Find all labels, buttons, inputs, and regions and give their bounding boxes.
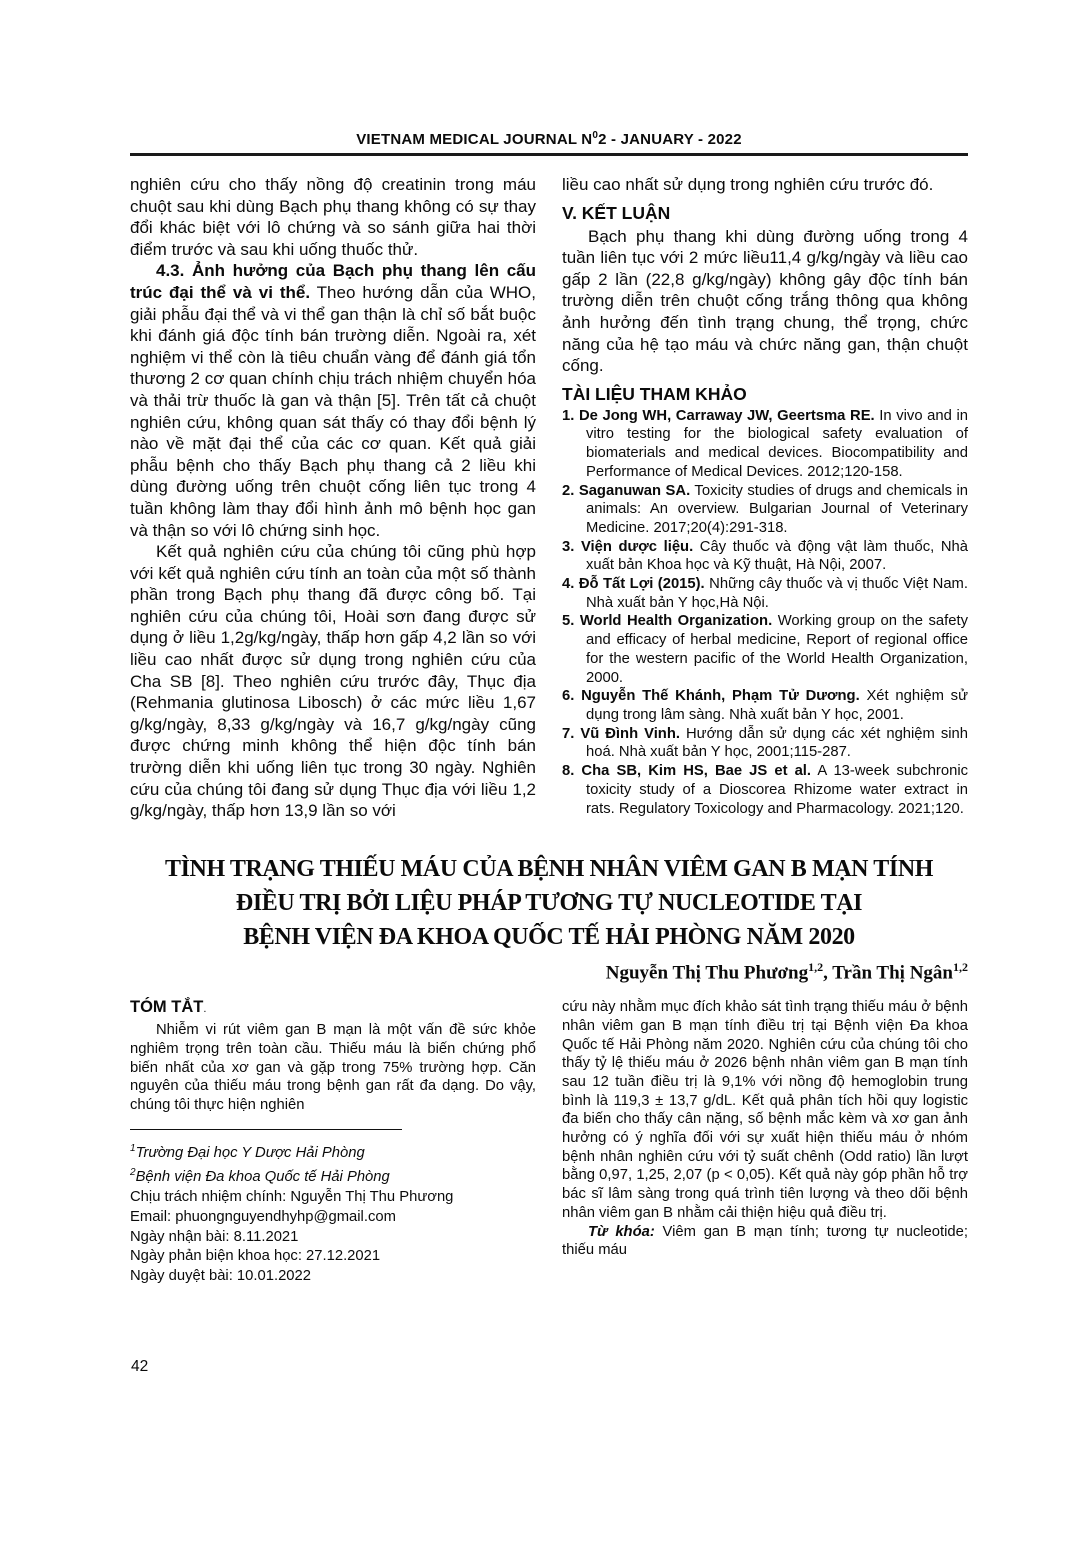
reference-text: Xét nghiệm sử dụng trong lâm sàng. Nhà xuất bản Y học, 2001. (586, 688, 968, 723)
reference-authors: Saganuwan SA. (578, 482, 691, 499)
reference-number: 5. (562, 613, 575, 630)
reference-item (562, 762, 968, 818)
reference-authors: Nguyễn Thế Khánh, Phạm Tử Dương. (581, 688, 860, 705)
affiliation-1-superscript: 1 (130, 1142, 136, 1154)
abstract-right-column (562, 998, 968, 1287)
article2-title (130, 852, 968, 954)
abstract-left-column (130, 998, 536, 1287)
journal-issue-superscript: 0 (592, 130, 599, 141)
article1-body (130, 174, 968, 822)
email-line: Email: phuongnguyendhyhp@gmail.com (130, 1208, 396, 1225)
reference-number: 7. (562, 725, 575, 742)
reference-item (562, 725, 968, 762)
page-number: 42 (131, 1358, 149, 1375)
authors-separator: , (823, 962, 833, 984)
reference-text: In vivo and in vitro testing for the biological safety evaluation of biomaterials and medical devices. Biocompatibility and Performance of Medical Devices. 2012;120-158. (586, 407, 968, 480)
article2-authors (130, 960, 968, 984)
keywords-label: Từ khóa: (588, 1223, 655, 1240)
reference-text: Cây thuốc và động vật làm thuốc, Nhà xuất bản Khoa học và Kỹ thuật, Hà Nội, 2007. (586, 538, 968, 574)
journal-title-text: VIETNAM MEDICAL JOURNAL N (356, 131, 593, 148)
article1-right-column (562, 174, 968, 822)
reference-item (562, 482, 968, 538)
accepted-date-line: Ngày duyệt bài: 10.01.2022 (130, 1268, 311, 1285)
section-4-3-heading: 4.3. Ảnh hưởng của Bạch phụ thang lên cấu trúc đại thể và vi thể. (130, 261, 536, 302)
footnote-block (130, 1129, 536, 1287)
reference-authors: Viện dược liệu. (580, 538, 694, 555)
article2-title-line1: TÌNH TRẠNG THIẾU MÁU CỦA BỆNH NHÂN VIÊM GAN B MẠN TÍNH (164, 855, 934, 882)
journal-issue-text: 2 - JANUARY - 2022 (598, 131, 742, 148)
keywords-line (562, 1223, 968, 1260)
keywords-text: Viêm gan B mạn tính; tương tự nucleotide; thiếu máu (562, 1223, 968, 1259)
abstract-text-left: Nhiễm vi rút viêm gan B mạn là một vấn đề sức khỏe nghiêm trọng trên toàn cầu. Thiếu máu là biến chứng phổ biến nhất của xơ gan và gặp trong 75% trường hợp. Căn nguyên của thiếu máu trong bệnh gan rất đa dạng. Do vậy, chúng tôi thực hiện nghiên (130, 1022, 536, 1113)
received-date-line: Ngày nhận bài: 8.11.2021 (130, 1228, 299, 1245)
author-affiliation-superscript: 1,2 (953, 959, 968, 974)
reference-text: Hướng dẫn sử dụng các xét nghiệm sinh hoá. Nhà xuất bản Y học, 2001;115-287. (586, 725, 968, 761)
reference-authors: Vũ Đình Vinh. (580, 725, 680, 742)
abstract-heading (130, 998, 536, 1017)
reference-text: Những cây thuốc và vị thuốc Việt Nam. Nhà xuất bản Y học,Hà Nội. (586, 576, 968, 611)
reference-number: 2. (562, 482, 575, 499)
reference-text: A 13-week subchronic toxicity study of a Dioscorea Rhizome water extract in rats. Regulatory Toxicology and Pharmacology. 2021;120. (586, 763, 968, 817)
reference-item (562, 575, 968, 612)
author-affiliation-superscript: 1,2 (808, 959, 824, 974)
author-name: Trần Thị Ngân (832, 962, 953, 984)
article2-title-line2: ĐIỀU TRỊ BỞI LIỆU PHÁP TƯƠNG TỰ NUCLEOTIDE TẠI (235, 889, 863, 916)
reference-number: 1. (562, 407, 575, 424)
article2-title-line3: BỆNH VIỆN ĐA KHOA QUỐC TẾ HẢI PHÒNG NĂM 2020 (243, 923, 855, 950)
paragraph-continuation: nghiên cứu cho thấy nồng độ creatinin trong máu chuột sau khi dùng Bạch phụ thang không có sự thay đổi khác biệt với lô chứng và so sánh giữa hai thời điểm trước và sau khi uống thuốc thử. (130, 175, 536, 259)
affiliation-1 (130, 1139, 536, 1164)
affiliation-2-superscript: 2 (130, 1167, 136, 1179)
reference-item (562, 407, 968, 482)
footnote-divider (130, 1129, 402, 1130)
references-heading: TÀI LIỆU THAM KHẢO (562, 383, 747, 404)
affiliation-2 (130, 1163, 536, 1188)
reference-authors: World Health Organization. (579, 613, 773, 630)
reference-item (562, 538, 968, 575)
reviewed-date-line: Ngày phản biện khoa học: 27.12.2021 (130, 1248, 381, 1265)
paragraph-continuation-right: liều cao nhất sử dụng trong nghiên cứu trước đó. (562, 175, 934, 194)
conclusion-heading: V. KẾT LUẬN (562, 202, 671, 223)
reference-number: 8. (562, 763, 575, 780)
paragraph-discussion: Kết quả nghiên cứu của chúng tôi cũng phù hợp với kết quả nghiên cứu tính an toàn của một số thành phần trong Bạch phụ thang đã được công bố. Tại nghiên cứu của chúng tôi, Hoài sơn đang được sử dụng ở liều 1,2g/kg/ngày, thấp hơn gấp 4,2 lần so với liều cao nhất được sử dụng trong nghiên cứu của Cha SB [8]. Theo nghiên cứu trước đây, Thục địa (Rehmania glutinosa Libosch) ở các mức liều 1,67 g/kg/ngày, 8,33 g/kg/ngày và 16,7 g/kg/ngày cũng được chứng minh không thể hiện độc tính bán trường diễn khi uống liên tục trong 30 ngày. Nghiên cứu của chúng tôi đang sử dụng Thục địa với liều 1,2 g/kg/ngày, thấp hơn 13,9 lần so với (130, 542, 536, 821)
reference-number: 6. (562, 688, 575, 705)
corresponding-author-line: Chịu trách nhiệm chính: Nguyễn Thị Thu Phương (130, 1189, 454, 1206)
affiliation-2-text: Bệnh viện Đa khoa Quốc tế Hải Phòng (135, 1169, 390, 1186)
reference-authors: Cha SB, Kim HS, Bae JS et al. (581, 763, 812, 780)
abstract-heading-dot: . (203, 1003, 207, 1016)
reference-number: 4. (562, 576, 575, 593)
article2-abstract (130, 998, 968, 1287)
section-4-3-text: Theo hướng dẫn của WHO, giải phẫu đại thể và vi thể gan thận là chỉ số bắt buộc khi đánh giá độc tính bán trường diễn. Ngoài ra, xét nghiệm vi thể còn là tiêu chuẩn vàng để đánh giá tổn thương 2 cơ quan chính chịu trách nhiệm chuyển hóa và thải trừ thuốc là gan và thận [5]. Trên tất cả chuột nghiên cứu, không quan sát thấy có thay đổi bệnh lý nào về mặt đại thể của các cơ quan. Kết quả giải phẫu bệnh cho thấy Bạch phụ thang cả 2 liều khi dùng đường uống trên chuột cống liên tục trong 4 tuần không làm thay đổi hình ảnh mô bệnh học gan và thận so với lô chứng sinh học. (130, 282, 537, 540)
abstract-heading-text: TÓM TẮT (130, 998, 204, 1017)
reference-text: Working group on the safety and efficacy of herbal medicine, Report of regional office for the western pacific of the World Health Organization, 2000. (586, 613, 968, 686)
author-name: Nguyễn Thị Thu Phương (605, 962, 809, 984)
reference-item (562, 612, 968, 687)
reference-number: 3. (562, 538, 575, 555)
abstract-text-right: cứu này nhằm mục đích khảo sát tình trạng thiếu máu ở bệnh nhân viêm gan B mạn tính điều trị tại Bệnh viện Đa khoa Quốc tế Hải Phòng năm 2020. Nghiên cứu của chúng tôi cho thấy tỷ lệ thiếu máu ở 2026 bệnh nhân viêm gan B mạn tính sau 12 tuần điều trị là 9,1% với nồng độ hemoglobin trung bình là 119,3 ± 13,7 g/dL. Kết quả phân tích hồi quy logistic đa biến cho thấy cân nặng, số bệnh mắc kèm và xơ gan ảnh hưởng có ý nghĩa đối với sự xuất hiện thiếu máu ở nhóm bệnh nhân nghiên cứu với tỷ suất chênh (Odd ratio) lần lượt bằng 0,97, 1,25, 2,07 (p < 0,05). Kết quả này góp phần hỗ trợ bác sĩ lâm sàng trong quá trình tiên lượng và theo dõi bệnh nhân viêm gan B nhằm cải thiện hiệu quả điều trị. (562, 999, 968, 1221)
article1-left-column (130, 174, 536, 822)
reference-text: Toxicity studies of drugs and chemicals in animals: An overview. Bulgarian Journal of Veterinary Medicine. 2017;20(4):291-318. (586, 482, 969, 536)
reference-authors: Đỗ Tất Lợi (2015). (578, 576, 705, 593)
reference-item (562, 687, 968, 724)
references-list (562, 407, 968, 818)
conclusion-paragraph: Bạch phụ thang khi dùng đường uống trong 4 tuần liên tục với 2 mức liều11,4 g/kg/ngày và liều cao gấp 2 lần (22,8 g/kg/ngày) không gây độc tính bán trường diễn trên chuột cống trắng thông qua không ảnh hưởng đến tình trạng chung, thể trọng, chức năng của hệ tạo máu và chức năng gan, thận chuột cống. (562, 226, 968, 376)
affiliation-1-text: Trường Đại học Y Dược Hải Phòng (135, 1144, 365, 1161)
journal-running-head (130, 130, 968, 156)
paragraph-section-4-3 (130, 260, 536, 541)
reference-authors: De Jong WH, Carraway JW, Geertsma RE. (578, 407, 875, 424)
